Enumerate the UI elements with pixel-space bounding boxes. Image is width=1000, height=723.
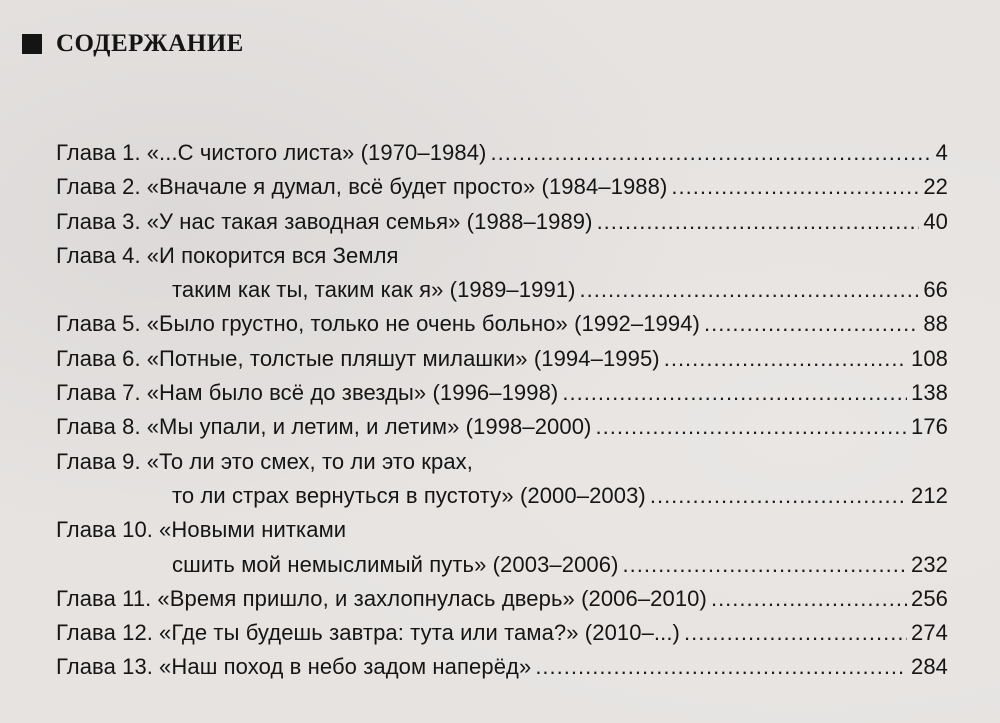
toc-entry: [56, 239, 948, 308]
chapter-title: «У нас такая заводная семья» (1988–1989): [146, 208, 593, 234]
chapter-title: «Новыми нитками: [159, 517, 347, 543]
dot-leader: [684, 616, 907, 650]
chapter-number: Глава 10.: [56, 517, 154, 543]
chapter-title: «То ли это смех, то ли это крах,: [146, 448, 473, 474]
toc-entry: [56, 650, 948, 684]
chapter-number: Глава 4.: [56, 242, 141, 268]
dot-leader: [664, 342, 907, 376]
toc-entry-line: [56, 410, 948, 444]
chapter-title: сшить мой немыслимый путь» (2003–2006): [172, 551, 619, 577]
chapter-title: «Вначале я думал, всё будет просто» (1984–1988): [146, 174, 668, 200]
table-of-contents: [56, 136, 948, 685]
page-number: 212: [910, 482, 948, 508]
page-number: 108: [910, 345, 948, 371]
toc-entry-line: [56, 376, 948, 410]
page-number: 22: [923, 174, 948, 200]
page-number: 4: [935, 140, 948, 165]
toc-title: СОДЕРЖАНИЕ: [56, 30, 244, 57]
toc-entry: [56, 410, 948, 444]
chapter-title: «...С чистого листа» (1970–1984): [146, 140, 487, 165]
toc-entry-line: [56, 513, 948, 547]
chapter-number: Глава 1.: [56, 140, 141, 165]
chapter-title: «Где ты будешь завтра: тута или тама?» (2010–...): [159, 620, 680, 646]
chapter-number: Глава 3.: [56, 208, 141, 234]
toc-entry: [56, 307, 948, 341]
toc-entry-line: [56, 273, 948, 307]
toc-entry: [56, 582, 948, 616]
toc-entry: [56, 205, 948, 239]
page-number: 256: [910, 585, 948, 611]
chapter-title: «И покорится вся Земля: [146, 242, 399, 268]
toc-entry-line: [56, 205, 948, 239]
chapter-title: «Было грустно, только не очень больно» (1992–1994): [146, 311, 700, 337]
toc-entry-line: [56, 582, 948, 616]
dot-leader: [535, 650, 907, 684]
dot-leader: [490, 136, 931, 170]
chapter-title: «Потные, толстые пляшут милашки» (1994–1995): [146, 345, 660, 371]
dot-leader: [650, 479, 907, 513]
chapter-number: Глава 13.: [56, 654, 154, 680]
page-number: 232: [910, 551, 948, 577]
dot-leader: [623, 548, 907, 582]
toc-entry: [56, 445, 948, 514]
toc-entry-line: [56, 239, 948, 273]
toc-entry-line: [56, 342, 948, 376]
heading-bullet-icon: [22, 34, 42, 54]
toc-entry-line: [56, 548, 948, 582]
chapter-title: «Нам было всё до звезды» (1996–1998): [146, 380, 559, 406]
chapter-number: Глава 2.: [56, 174, 141, 200]
chapter-number: Глава 5.: [56, 311, 141, 337]
toc-entry-line: [56, 445, 948, 479]
chapter-number: Глава 7.: [56, 380, 141, 406]
page-number: 176: [910, 414, 948, 440]
chapter-title: «Наш поход в небо задом наперёд»: [159, 654, 532, 680]
toc-entry: [56, 616, 948, 650]
chapter-number: Глава 11.: [56, 585, 152, 611]
toc-entry: [56, 136, 948, 170]
dot-leader: [580, 273, 920, 307]
dot-leader: [597, 205, 920, 239]
chapter-title: «Время пришло, и захлопнулась дверь» (2006–2010): [157, 585, 707, 611]
page-number: 284: [910, 654, 948, 680]
toc-entry-line: [56, 650, 948, 684]
page-number: 40: [923, 208, 948, 234]
toc-entry: [56, 342, 948, 376]
chapter-title: то ли страх вернуться в пустоту» (2000–2003): [172, 482, 646, 508]
chapter-number: Глава 8.: [56, 414, 141, 440]
toc-entry-line: [56, 136, 948, 170]
toc-entry: [56, 170, 948, 204]
toc-entry: [56, 376, 948, 410]
dot-leader: [671, 170, 919, 204]
dot-leader: [562, 376, 907, 410]
toc-entry: [56, 513, 948, 582]
toc-entry-line: [56, 479, 948, 513]
page-number: 274: [910, 620, 948, 646]
dot-leader: [595, 410, 907, 444]
page-number: 88: [923, 311, 948, 337]
chapter-title: таким как ты, таким как я» (1989–1991): [172, 277, 576, 303]
chapter-number: Глава 12.: [56, 620, 154, 646]
dot-leader: [704, 307, 919, 341]
page-number: 66: [923, 277, 948, 303]
chapter-title: «Мы упали, и летим, и летим» (1998–2000): [146, 414, 592, 440]
toc-heading: [22, 30, 244, 58]
toc-entry-line: [56, 307, 948, 341]
chapter-number: Глава 6.: [56, 345, 141, 371]
toc-entry-line: [56, 616, 948, 650]
chapter-number: Глава 9.: [56, 448, 141, 474]
dot-leader: [711, 582, 907, 616]
page-number: 138: [910, 380, 948, 406]
toc-entry-line: [56, 170, 948, 204]
